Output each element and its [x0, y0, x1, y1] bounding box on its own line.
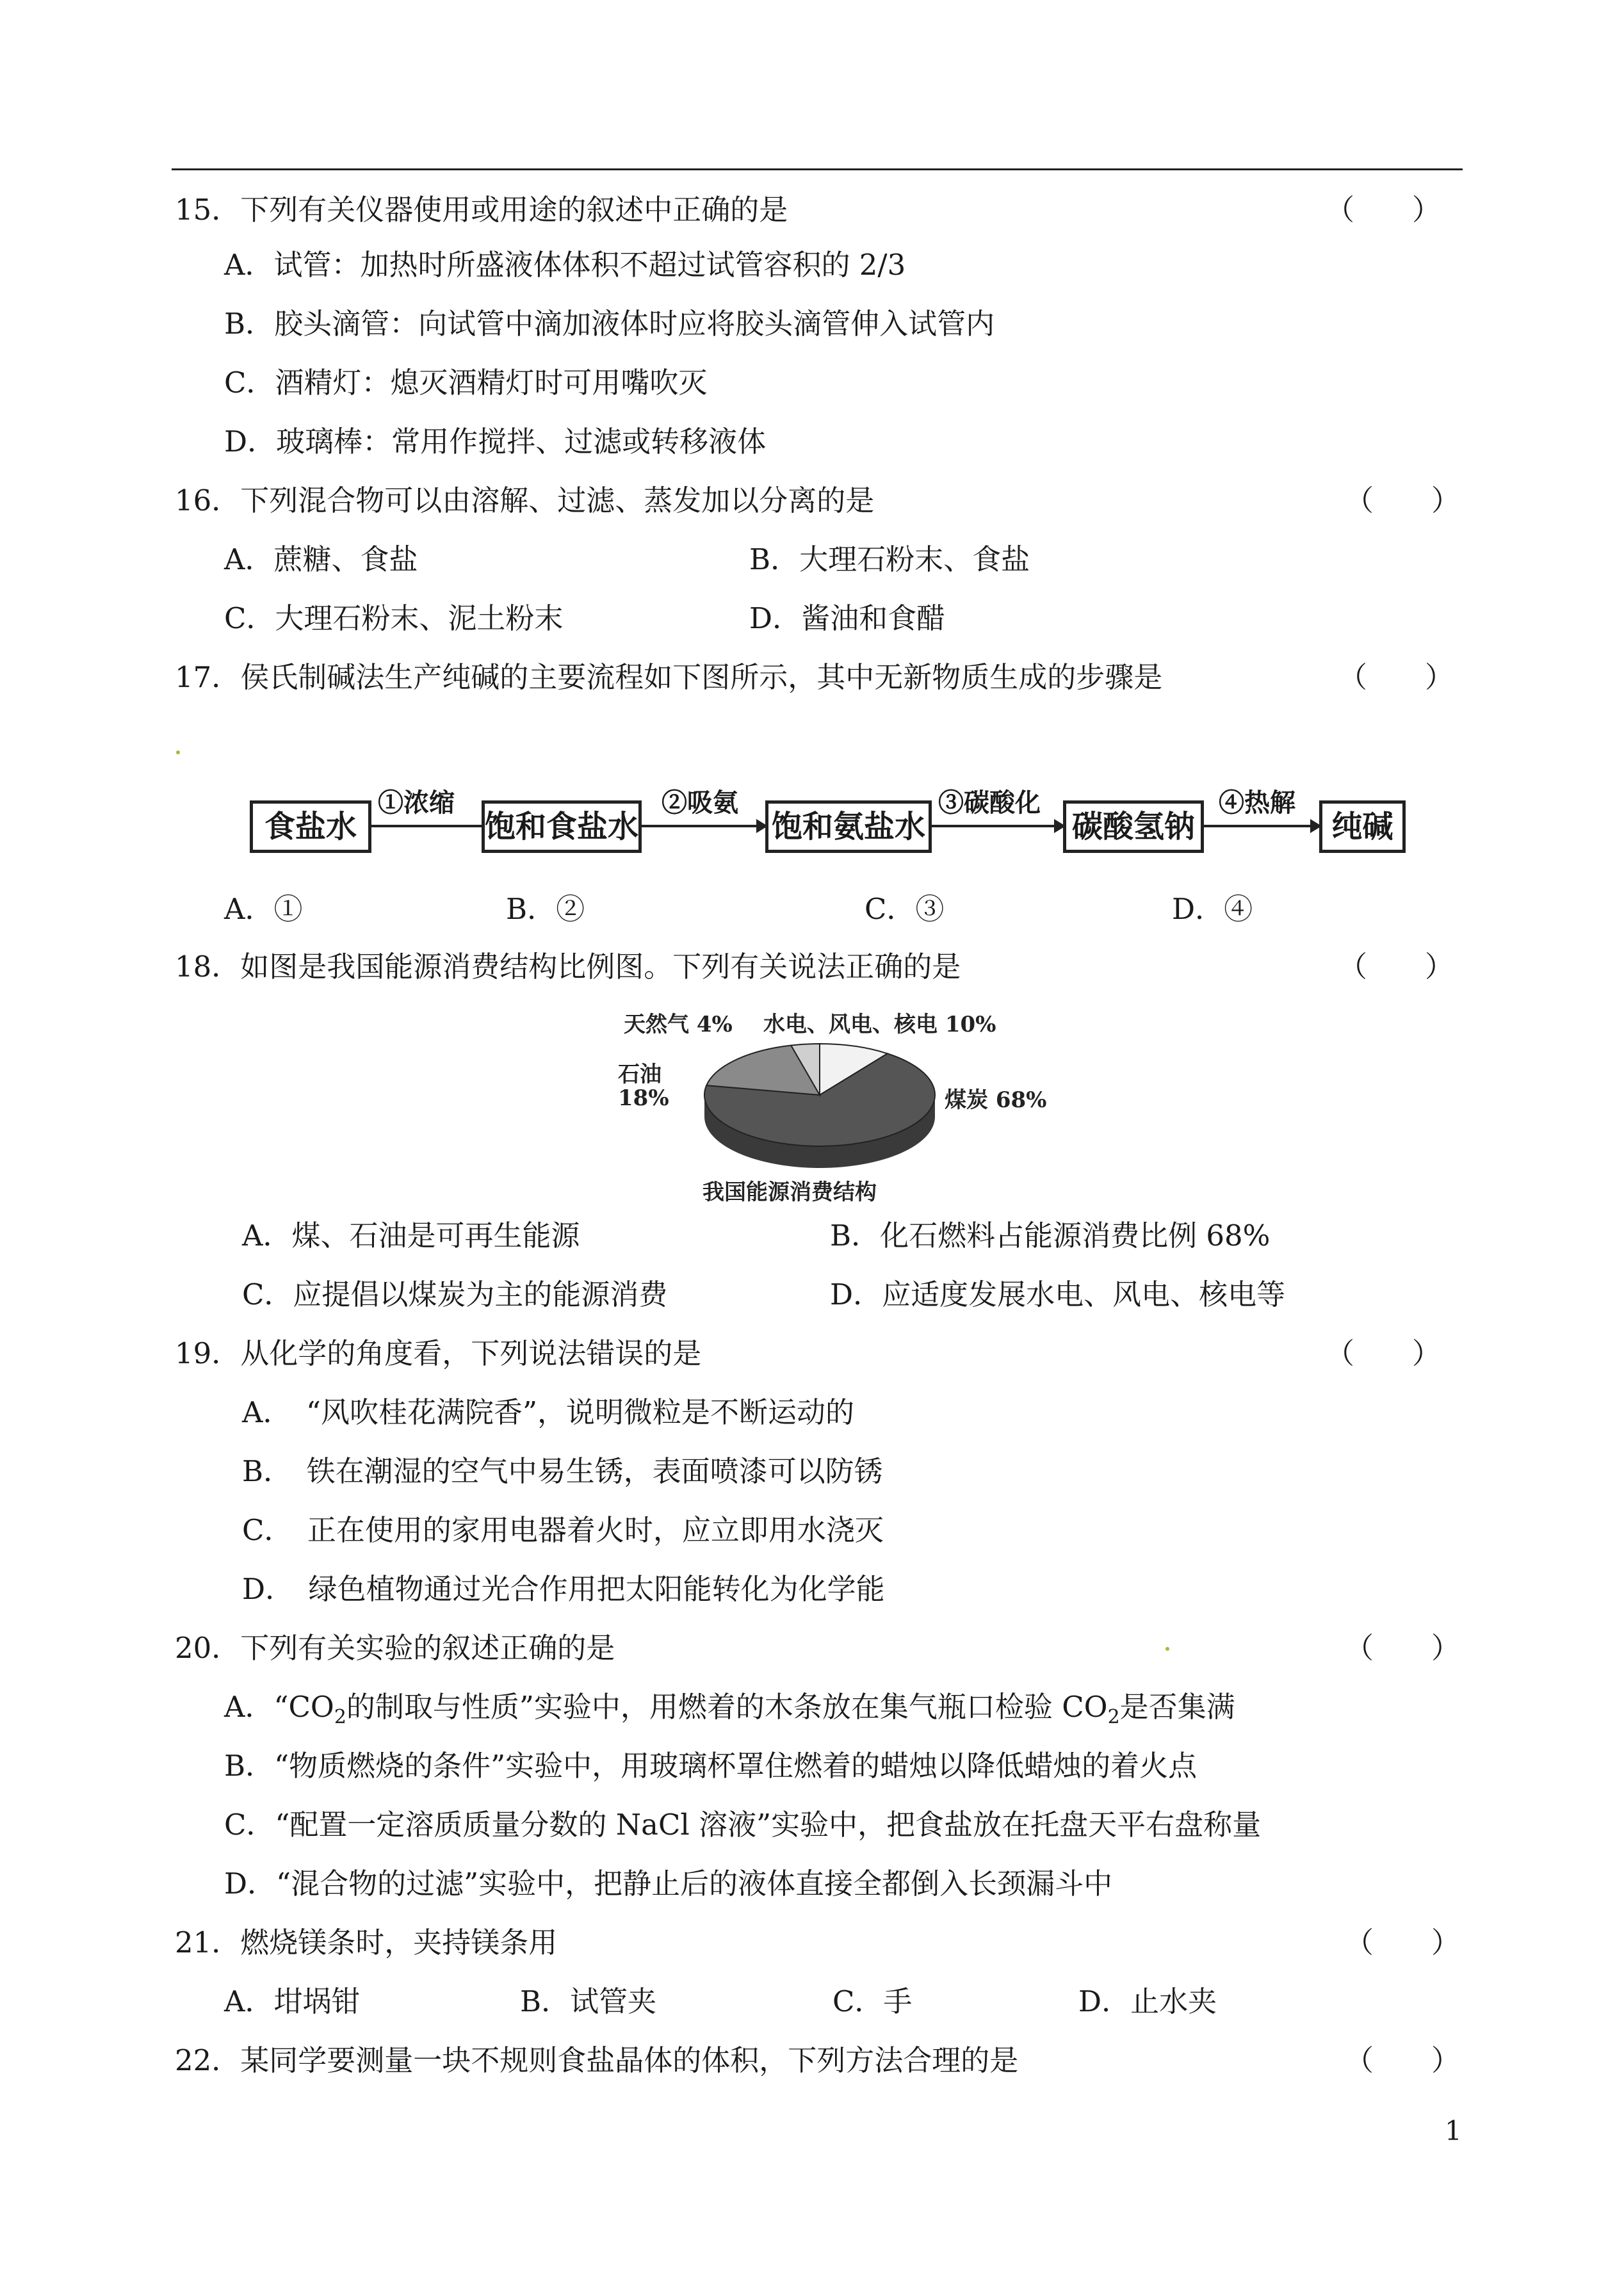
q15-option-c: C．酒精灯：熄灭酒精灯时可用嘴吹灭	[224, 366, 708, 400]
q16-answer-paren: （ ）	[1345, 483, 1461, 517]
q21-option-b: B．试管夹	[520, 1984, 657, 2018]
q20-answer-paren: （ ）	[1345, 1631, 1461, 1665]
header-rule	[172, 168, 1463, 170]
q18-option-b: B．化石燃料占能源消费比例 68%	[830, 1219, 1271, 1253]
q16-option-d: D．酱油和食醋	[749, 601, 946, 635]
pie-label-oil-pct: 18%	[618, 1085, 669, 1111]
flow-step-3: ③碳酸化	[938, 788, 1041, 818]
q19-option-d: D． 绿色植物通过光合作用把太阳能转化为化学能	[242, 1572, 885, 1606]
q17-option-c: C．③	[865, 892, 945, 926]
pie-label-hydro: 水电、风电、核电 10%	[763, 1012, 996, 1037]
q20-option-a	[224, 1688, 1235, 1726]
flow-arrow-2	[640, 825, 765, 827]
flow-box-ammoniated-brine: 饱和氨盐水	[765, 800, 932, 853]
q21-option-a: A．坩埚钳	[224, 1984, 361, 2018]
flow-box-sodium-bicarbonate: 碳酸氢钠	[1063, 800, 1204, 853]
pie-label-gas: 天然气 4%	[624, 1012, 733, 1037]
q15-option-b: B．胶头滴管：向试管中滴加液体时应将胶头滴管伸入试管内	[224, 307, 995, 341]
scan-speck	[176, 750, 180, 754]
flow-arrow-3	[932, 825, 1063, 827]
q20-option-a-part1: A．“CO	[224, 1690, 334, 1724]
pie-label-oil-name: 石油	[618, 1062, 662, 1087]
flow-box-brine: 食盐水	[250, 800, 371, 853]
q18-stem: 18．如图是我国能源消费结构比例图。下列有关说法正确的是	[175, 950, 961, 984]
q21-option-c: C．手	[832, 1984, 913, 2018]
q16-option-a: A．蔗糖、食盐	[224, 542, 418, 576]
q19-answer-paren: （ ）	[1326, 1336, 1441, 1370]
q18-option-d: D．应适度发展水电、风电、核电等	[830, 1277, 1286, 1311]
q16-option-b: B．大理石粉末、食盐	[749, 542, 1030, 576]
q17-option-a: A．①	[224, 892, 303, 926]
pie-caption: 我国能源消费结构	[702, 1180, 877, 1205]
flow-arrow-4	[1204, 825, 1319, 827]
q18-option-a: A．煤、石油是可再生能源	[242, 1219, 580, 1253]
q21-option-d: D．止水夹	[1078, 1984, 1217, 2018]
q22-stem: 22．某同学要测量一块不规则食盐晶体的体积，下列方法合理的是	[175, 2043, 1019, 2077]
q15-answer-paren: （ ）	[1326, 193, 1441, 227]
pie-label-coal: 煤炭 68%	[945, 1087, 1047, 1113]
energy-pie-chart	[596, 999, 1047, 1210]
q21-answer-paren: （ ）	[1345, 1926, 1461, 1959]
q20-option-a-sub2: 2	[1107, 1706, 1120, 1728]
q20-option-d: D．“混合物的过滤”实验中，把静止后的液体直接全都倒入长颈漏斗中	[224, 1867, 1113, 1901]
q19-stem: 19．从化学的角度看，下列说法错误的是	[175, 1336, 702, 1370]
page-number: 1	[1445, 2115, 1462, 2146]
q16-option-c: C．大理石粉末、泥土粉末	[224, 601, 564, 635]
q20-option-c: C．“配置一定溶质质量分数的 NaCl 溶液”实验中，把食盐放在托盘天平右盘称量	[224, 1808, 1262, 1842]
q15-option-d: D．玻璃棒：常用作搅拌、过滤或转移液体	[224, 425, 767, 458]
q20-stem: 20．下列有关实验的叙述正确的是	[175, 1631, 615, 1665]
flow-box-saturated-brine: 饱和食盐水	[482, 800, 642, 853]
scan-speck	[1165, 1647, 1169, 1651]
q20-option-a-part3: 是否集满	[1119, 1690, 1235, 1724]
q22-answer-paren: （ ）	[1345, 2043, 1461, 2077]
q17-option-d: D．④	[1172, 892, 1253, 926]
flow-step-2: ②吸氨	[662, 788, 738, 818]
q18-option-c: C．应提倡以煤炭为主的能源消费	[242, 1277, 668, 1311]
q20-option-a-sub1: 2	[334, 1706, 346, 1728]
q15-option-a: A．试管：加热时所盛液体体积不超过试管容积的 2/3	[224, 248, 906, 282]
q17-option-b: B．②	[506, 892, 585, 926]
flow-box-soda-ash: 纯碱	[1319, 800, 1406, 853]
q19-option-a: A． “风吹桂花满院香”，说明微粒是不断运动的	[242, 1395, 855, 1429]
flow-step-1: ①浓缩	[378, 788, 455, 818]
q21-stem: 21．燃烧镁条时，夹持镁条用	[175, 1926, 558, 1959]
q18-answer-paren: （ ）	[1338, 950, 1454, 984]
q20-option-b: B．“物质燃烧的条件”实验中，用玻璃杯罩住燃着的蜡烛以降低蜡烛的着火点	[224, 1749, 1198, 1783]
q19-option-b: B． 铁在潮湿的空气中易生锈，表面喷漆可以防锈	[242, 1454, 883, 1488]
q17-stem: 17．侯氏制碱法生产纯碱的主要流程如下图所示，其中无新物质生成的步骤是	[175, 660, 1163, 694]
q16-stem: 16．下列混合物可以由溶解、过滤、蒸发加以分离的是	[175, 483, 875, 517]
q20-option-a-part2: 的制取与性质”实验中，用燃着的木条放在集气瓶口检验 CO	[346, 1690, 1108, 1724]
process-flow-diagram	[227, 788, 1406, 858]
q17-answer-paren: （ ）	[1338, 660, 1454, 694]
q15-stem: 15．下列有关仪器使用或用途的叙述中正确的是	[175, 193, 788, 227]
flow-step-4: ④热解	[1219, 788, 1295, 818]
q19-option-c: C． 正在使用的家用电器着火时，应立即用水浇灭	[242, 1513, 884, 1547]
